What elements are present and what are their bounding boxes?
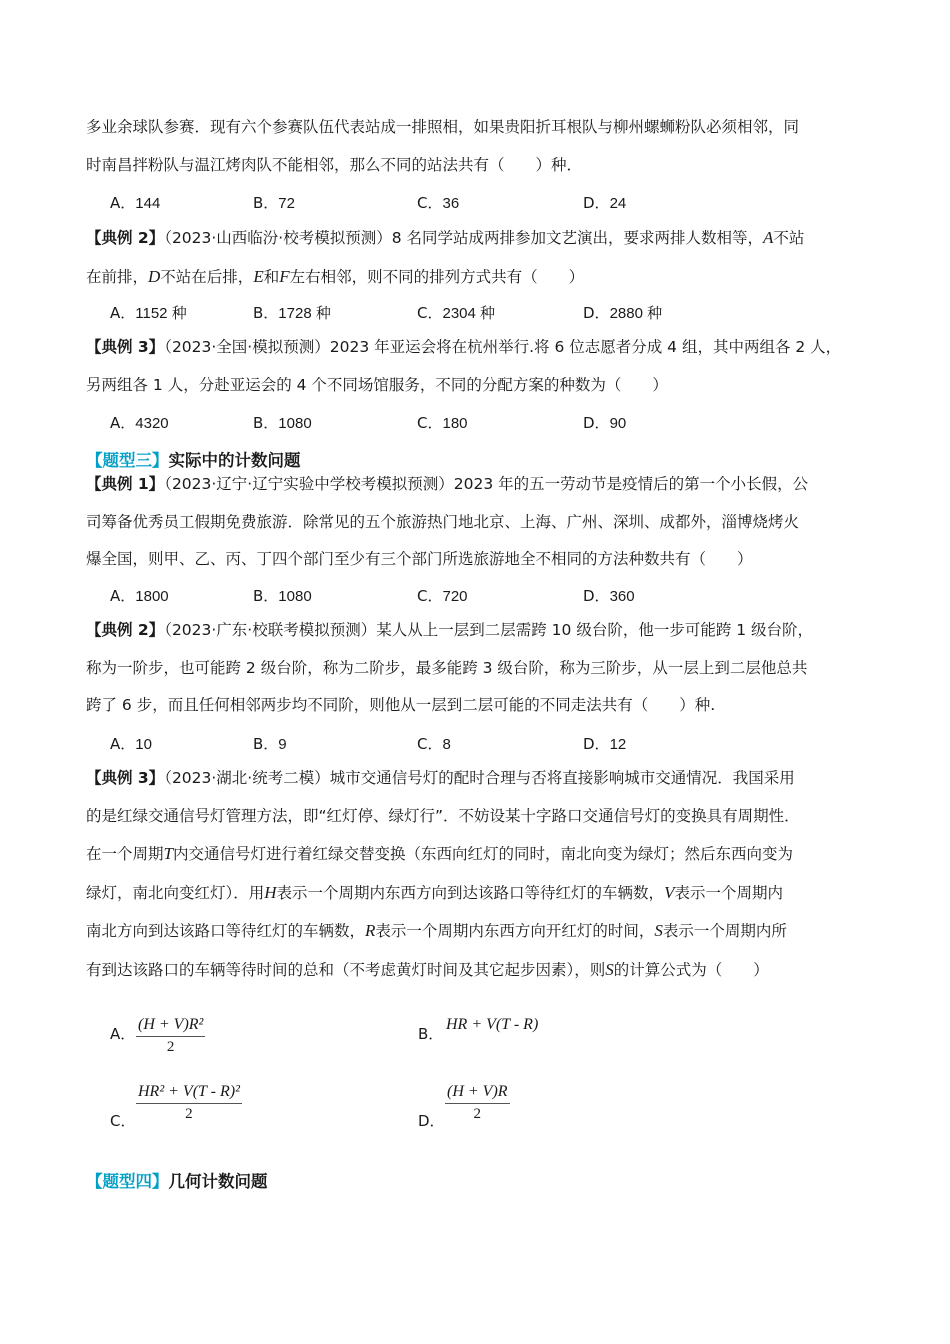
var-H: H	[264, 882, 277, 902]
var-R: R	[365, 921, 376, 940]
var-F: F	[279, 266, 290, 286]
option-d: D．2880 种	[583, 304, 663, 322]
option-c-label: C．	[110, 1112, 136, 1130]
s3-example-2-text	[86, 612, 866, 725]
text-line: 有到达该路口的车辆等待时间的总和（不考虑黄灯时间及其它起步因素），则S的计算公式为（ ）	[86, 959, 769, 979]
example-tag: 【典例 3】	[86, 769, 165, 787]
option-b: B．1728 种	[253, 304, 331, 322]
text-line: 【典例 3】（2023·全国·模拟预测）2023 年亚运会将在杭州举行.将 6 位志愿者分成 4 组，其中两组各 2 人，	[86, 338, 842, 356]
option-c: C．8	[417, 735, 451, 753]
option-a: A．4320	[110, 414, 169, 432]
option-c: C．180	[417, 414, 468, 432]
intro-question-text	[86, 109, 866, 184]
option-b: B．1080	[253, 414, 312, 432]
text-line: 【典例 2】（2023·广东·校联考模拟预测）某人从上一层到二层需跨 10 级台阶，他一步可能跨 1 级台阶，	[86, 621, 814, 639]
numerator: (H + V)R	[447, 1083, 508, 1100]
option-a: A．1800	[110, 587, 169, 605]
example-3-text	[86, 329, 866, 404]
text-line: 另两组各 1 人，分赴亚运会的 4 个不同场馆服务，不同的分配方案的种数为（ ）	[86, 375, 668, 394]
example-tag: 【典例 2】	[86, 229, 165, 247]
option-a: A．1152 种	[110, 304, 187, 322]
option-d-label: D．	[418, 1112, 445, 1130]
option-c: C．36	[417, 194, 460, 212]
option-a-formula	[136, 1016, 205, 1056]
section-title: 几何计数问题	[168, 1172, 268, 1191]
var-T: T	[163, 844, 173, 863]
option-d: D．12	[583, 735, 627, 753]
option-b: B．1080	[253, 587, 312, 605]
option-b: B．9	[253, 735, 287, 753]
option-a: A．144	[110, 194, 161, 212]
var-A: A	[763, 228, 774, 247]
option-c-formula	[136, 1083, 242, 1123]
section-bracket: 【题型四】	[86, 1172, 169, 1191]
s3-example-3-text	[86, 760, 866, 989]
section-heading-4	[86, 1168, 268, 1192]
text-line: 【典例 1】（2023·辽宁·辽宁实验中学校考模拟预测）2023 年的五一劳动节是疫情后的第一个小长假，公	[86, 475, 809, 493]
option-c: C．720	[417, 587, 468, 605]
option-b: B．72	[253, 194, 295, 212]
text-line: 绿灯，南北向变红灯）．用H表示一个周期内东西方向到达该路口等待红灯的车辆数，V表示一个周期内	[86, 882, 783, 902]
denominator: 2	[185, 1106, 193, 1122]
option-c: C．2304 种	[417, 304, 496, 322]
option-d: D．24	[583, 194, 627, 212]
text-line: 【典例 3】（2023·湖北·统考二模）城市交通信号灯的配时合理与否将直接影响城市交通情况．我国采用	[86, 769, 795, 787]
example-2-text	[86, 219, 866, 296]
section-bracket: 【题型三】	[86, 451, 169, 470]
example-tag: 【典例 3】	[86, 338, 165, 356]
denominator: 2	[166, 1039, 175, 1055]
text-line: 的是红绿交通信号灯管理方法，即“红灯停、绿灯行”．不妨设某十字路口交通信号灯的变换具有周期性．	[86, 806, 800, 825]
option-d: D．360	[583, 587, 635, 605]
text-line: 时南昌拌粉队与温江烤肉队不能相邻，那么不同的站法共有（ ）种．	[86, 155, 583, 174]
numerator: HR² + V(T - R)²	[138, 1083, 240, 1100]
text-line: 称为一阶步，也可能跨 2 级台阶，称为二阶步，最多能跨 3 级台阶，称为三阶步，从一层上到二层他总共	[86, 658, 808, 677]
var-E: E	[253, 266, 264, 286]
section-title: 实际中的计数问题	[168, 451, 301, 470]
var-S: S	[654, 921, 663, 940]
example-tag: 【典例 2】	[86, 621, 165, 639]
text-line: 多业余球队参赛．现有六个参赛队伍代表站成一排照相，如果贵阳折耳根队与柳州螺蛳粉队必须相邻，同	[86, 118, 800, 136]
var-S: S	[605, 959, 614, 979]
option-b-label: B．	[418, 1025, 444, 1043]
text-line: 爆全国，则甲、乙、丙、丁四个部门至少有三个部门所选旅游地全不相同的方法种数共有（ ）	[86, 550, 753, 568]
denominator: 2	[473, 1106, 482, 1122]
option-a-label: A．	[110, 1025, 136, 1043]
var-V: V	[664, 882, 675, 902]
text-line: 司筹备优秀员工假期免费旅游．除常见的五个旅游热门地北京、上海、广州、深圳、成都外，淄博烧烤火	[86, 512, 800, 531]
text-line: 南北方向到达该路口等待红灯的车辆数，R表示一个周期内东西方向开红灯的时间，S表示一个周期内所	[86, 921, 787, 940]
text-line: 跨了 6 步，而且任何相邻两步均不同阶，则他从一层到二层可能的不同走法共有（ ）种.	[86, 696, 716, 714]
text-line: 在一个周期T内交通信号灯进行着红绿交替变换（东西向红灯的同时，南北向变为绿灯；然后东西向变为	[86, 844, 793, 863]
option-a: A．10	[110, 735, 152, 753]
option-d-formula	[445, 1083, 510, 1123]
example-tag: 【典例 1】	[86, 475, 165, 493]
text-line: 在前排，D不站在后排，E和F左右相邻，则不同的排列方式共有（ ）	[86, 266, 585, 286]
s3-example-1-text	[86, 466, 866, 579]
var-D: D	[148, 266, 161, 286]
text-line: 【典例 2】（2023·山西临汾·校考模拟预测）8 名同学站成两排参加文艺演出，要求两排人数相等，A不站	[86, 228, 805, 247]
numerator: (H + V)R²	[138, 1016, 204, 1033]
option-d: D．90	[583, 414, 627, 432]
option-b-formula: HR + V(T - R)	[446, 1016, 539, 1033]
